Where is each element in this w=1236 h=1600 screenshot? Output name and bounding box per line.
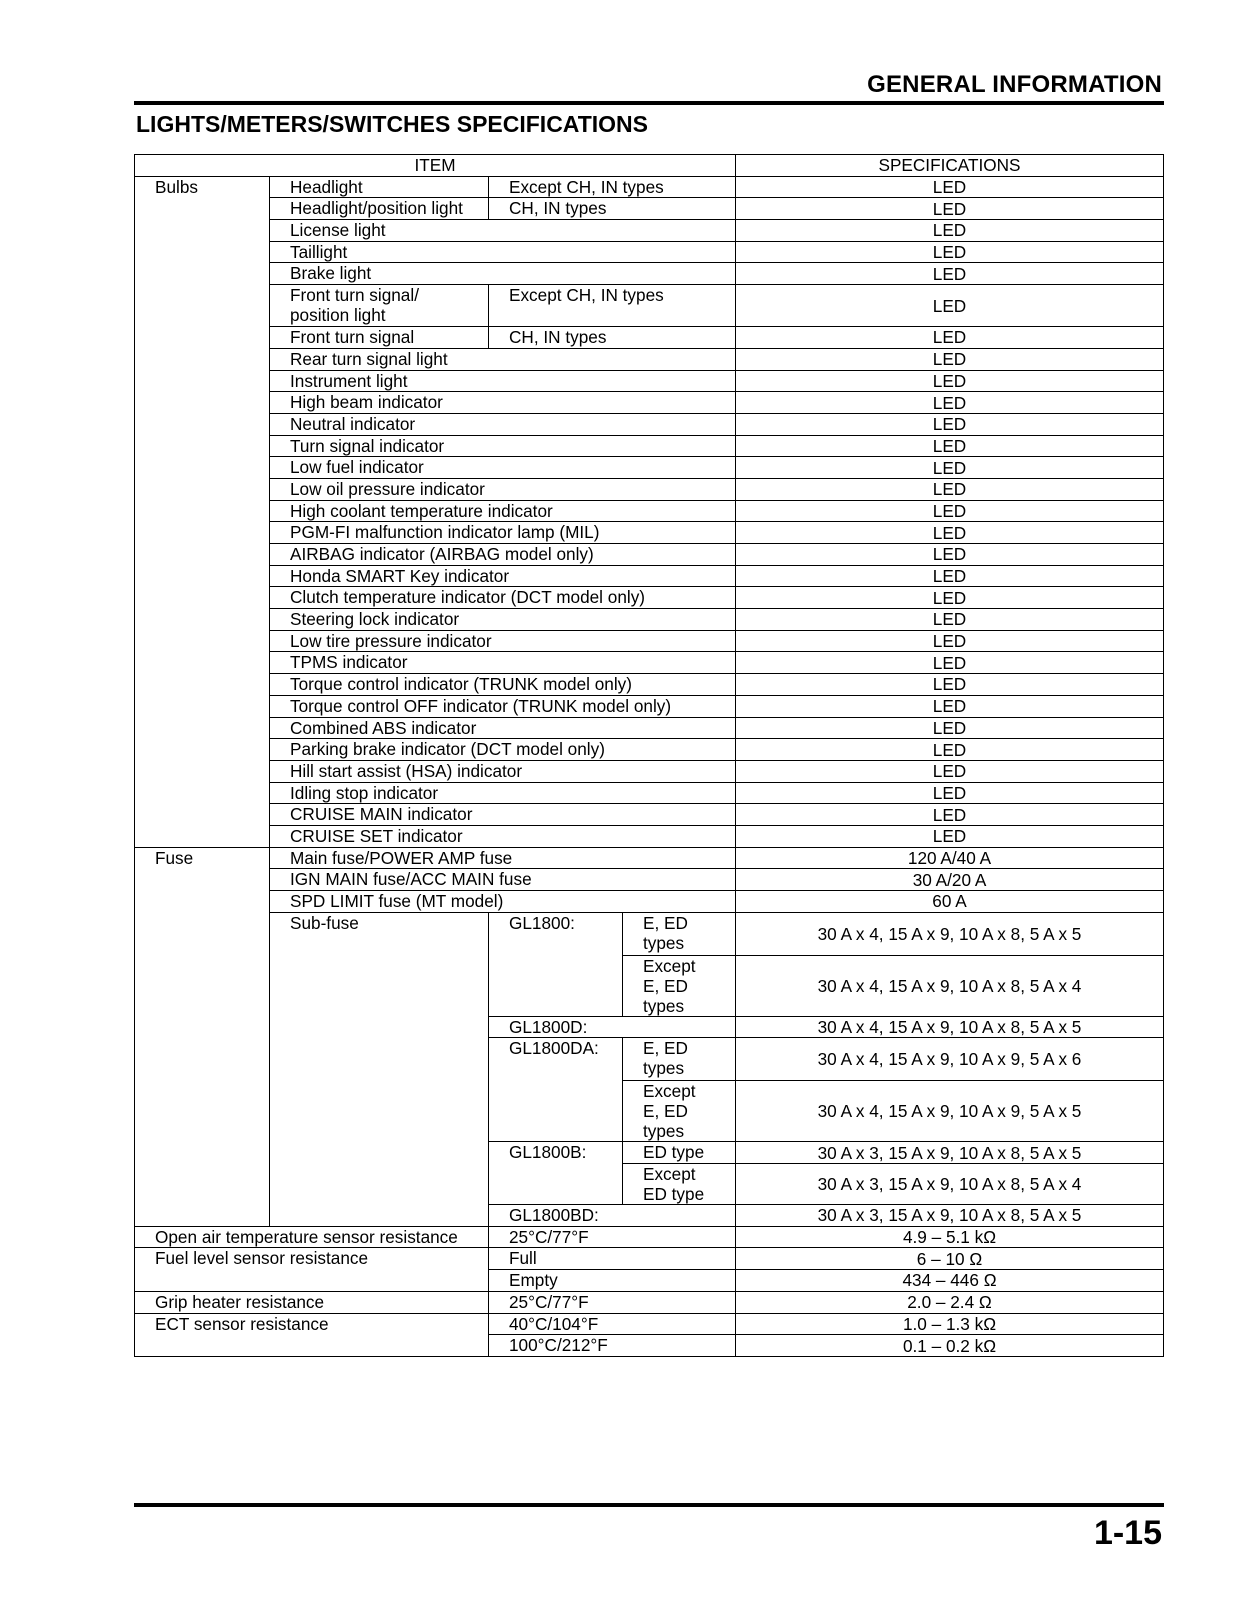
spec-cell: 30 A x 4, 15 A x 9, 10 A x 9, 5 A x 6 xyxy=(736,1038,1164,1081)
type-cell: Except E, ED types xyxy=(623,955,736,1016)
spec-cell: LED xyxy=(736,674,1164,696)
item-cell: Parking brake indicator (DCT model only) xyxy=(270,739,736,761)
item-cell: Combined ABS indicator xyxy=(270,717,736,739)
table-row xyxy=(135,457,1164,479)
header-rule xyxy=(134,101,1164,105)
type-cell: Except E, ED types xyxy=(623,1081,736,1142)
table-row xyxy=(135,825,1164,847)
condition-cell: CH, IN types xyxy=(489,327,736,349)
table-row xyxy=(135,522,1164,544)
table-row xyxy=(135,869,1164,891)
item-cell: Idling stop indicator xyxy=(270,782,736,804)
spec-cell: LED xyxy=(736,782,1164,804)
table-row xyxy=(135,717,1164,739)
table-row xyxy=(135,1291,1164,1313)
condition-cell: 25°C/77°F xyxy=(489,1291,736,1313)
spec-cell: 30 A x 4, 15 A x 9, 10 A x 8, 5 A x 5 xyxy=(736,912,1164,955)
item-cell: High coolant temperature indicator xyxy=(270,500,736,522)
model-cell: GL1800D: xyxy=(489,1016,736,1038)
spec-cell: LED xyxy=(736,457,1164,479)
condition-cell: Except CH, IN types xyxy=(489,285,736,327)
item-cell: Main fuse/POWER AMP fuse xyxy=(270,847,736,869)
table-row xyxy=(135,198,1164,220)
spec-cell: 0.1 – 0.2 kΩ xyxy=(736,1335,1164,1357)
table-row xyxy=(135,1313,1164,1335)
item-cell: SPD LIMIT fuse (MT model) xyxy=(270,891,736,913)
item-cell: Hill start assist (HSA) indicator xyxy=(270,760,736,782)
spec-cell: LED xyxy=(736,348,1164,370)
model-cell: GL1800BD: xyxy=(489,1205,736,1227)
item-cell: Open air temperature sensor resistance xyxy=(135,1226,489,1248)
model-cell: GL1800DA: xyxy=(489,1038,623,1142)
section-title: LIGHTS/METERS/SWITCHES SPECIFICATIONS xyxy=(136,111,648,137)
condition-cell: 25°C/77°F xyxy=(489,1226,736,1248)
item-cell: Instrument light xyxy=(270,370,736,392)
item-cell: IGN MAIN fuse/ACC MAIN fuse xyxy=(270,869,736,891)
table-row xyxy=(135,370,1164,392)
spec-cell: 4.9 – 5.1 kΩ xyxy=(736,1226,1164,1248)
item-cell: Steering lock indicator xyxy=(270,609,736,631)
item-cell: CRUISE MAIN indicator xyxy=(270,804,736,826)
table-row xyxy=(135,478,1164,500)
table-row xyxy=(135,220,1164,242)
item-cell: Torque control indicator (TRUNK model only) xyxy=(270,674,736,696)
item-cell: Low oil pressure indicator xyxy=(270,478,736,500)
type-cell: Except ED type xyxy=(623,1164,736,1205)
item-cell: High beam indicator xyxy=(270,392,736,414)
spec-cell: LED xyxy=(736,241,1164,263)
spec-cell: 120 A/40 A xyxy=(736,847,1164,869)
table-row xyxy=(135,804,1164,826)
spec-cell: LED xyxy=(736,760,1164,782)
type-cell: E, ED types xyxy=(623,912,736,955)
header-item: ITEM xyxy=(135,155,736,177)
item-cell: Rear turn signal light xyxy=(270,348,736,370)
type-cell: E, ED types xyxy=(623,1038,736,1081)
table-row xyxy=(135,674,1164,696)
spec-cell: LED xyxy=(736,176,1164,198)
spec-cell: LED xyxy=(736,198,1164,220)
table-row xyxy=(135,695,1164,717)
condition-cell: CH, IN types xyxy=(489,198,736,220)
table-row xyxy=(135,500,1164,522)
model-cell: GL1800B: xyxy=(489,1142,623,1205)
table-row xyxy=(135,327,1164,349)
item-cell: Grip heater resistance xyxy=(135,1291,489,1313)
condition-cell: Full xyxy=(489,1248,736,1270)
item-cell: Low fuel indicator xyxy=(270,457,736,479)
spec-cell: LED xyxy=(736,220,1164,242)
spec-cell: LED xyxy=(736,717,1164,739)
table-row xyxy=(135,739,1164,761)
spec-cell: 6 – 10 Ω xyxy=(736,1248,1164,1270)
spec-cell: LED xyxy=(736,392,1164,414)
item-cell: Headlight/position light xyxy=(270,198,489,220)
spec-cell: LED xyxy=(736,413,1164,435)
spec-cell: LED xyxy=(736,587,1164,609)
item-subfuse: Sub-fuse xyxy=(270,912,489,1226)
item-cell: TPMS indicator xyxy=(270,652,736,674)
spec-cell: LED xyxy=(736,565,1164,587)
spec-cell: 30 A x 3, 15 A x 9, 10 A x 8, 5 A x 5 xyxy=(736,1205,1164,1227)
item-cell: ECT sensor resistance xyxy=(135,1313,489,1356)
item-cell: Torque control OFF indicator (TRUNK model only) xyxy=(270,695,736,717)
spec-cell: 2.0 – 2.4 Ω xyxy=(736,1291,1164,1313)
item-cell: PGM-FI malfunction indicator lamp (MIL) xyxy=(270,522,736,544)
spec-cell: LED xyxy=(736,327,1164,349)
item-cell: Fuel level sensor resistance xyxy=(135,1248,489,1291)
model-cell: GL1800: xyxy=(489,912,623,1016)
table-row xyxy=(135,847,1164,869)
spec-table xyxy=(134,154,1164,1357)
header-spec: SPECIFICATIONS xyxy=(736,155,1164,177)
spec-cell: 30 A x 4, 15 A x 9, 10 A x 8, 5 A x 5 xyxy=(736,1016,1164,1038)
spec-cell: LED xyxy=(736,825,1164,847)
table-row xyxy=(135,544,1164,566)
spec-cell: 1.0 – 1.3 kΩ xyxy=(736,1313,1164,1335)
spec-cell: LED xyxy=(736,804,1164,826)
item-cell: CRUISE SET indicator xyxy=(270,825,736,847)
condition-cell: Except CH, IN types xyxy=(489,176,736,198)
item-cell: AIRBAG indicator (AIRBAG model only) xyxy=(270,544,736,566)
spec-cell: LED xyxy=(736,263,1164,285)
header-title: GENERAL INFORMATION xyxy=(867,71,1162,98)
table-row xyxy=(135,760,1164,782)
footer-rule xyxy=(134,1503,1164,1507)
item-cell: Clutch temperature indicator (DCT model only) xyxy=(270,587,736,609)
spec-cell: 30 A x 3, 15 A x 9, 10 A x 8, 5 A x 5 xyxy=(736,1142,1164,1164)
spec-cell: 30 A/20 A xyxy=(736,869,1164,891)
spec-cell: LED xyxy=(736,652,1164,674)
item-cell: Taillight xyxy=(270,241,736,263)
group-fuse: Fuse xyxy=(135,847,270,1226)
table-row xyxy=(135,587,1164,609)
table-row xyxy=(135,652,1164,674)
item-cell: Brake light xyxy=(270,263,736,285)
spec-cell: 30 A x 4, 15 A x 9, 10 A x 9, 5 A x 5 xyxy=(736,1081,1164,1142)
table-row xyxy=(135,1226,1164,1248)
item-cell: Neutral indicator xyxy=(270,413,736,435)
spec-cell: 30 A x 3, 15 A x 9, 10 A x 8, 5 A x 4 xyxy=(736,1164,1164,1205)
table-row xyxy=(135,413,1164,435)
item-cell: Low tire pressure indicator xyxy=(270,630,736,652)
table-row xyxy=(135,285,1164,327)
spec-cell: 30 A x 4, 15 A x 9, 10 A x 8, 5 A x 4 xyxy=(736,955,1164,1016)
item-cell: Headlight xyxy=(270,176,489,198)
table-row xyxy=(135,1248,1164,1270)
type-cell: ED type xyxy=(623,1142,736,1164)
page-number: 1-15 xyxy=(1093,1514,1162,1552)
item-cell: License light xyxy=(270,220,736,242)
table-row xyxy=(135,176,1164,198)
spec-cell: LED xyxy=(736,435,1164,457)
spec-cell: 60 A xyxy=(736,891,1164,913)
spec-table-body xyxy=(135,155,1164,1357)
table-row xyxy=(135,609,1164,631)
spec-cell: LED xyxy=(736,370,1164,392)
spec-cell: LED xyxy=(736,739,1164,761)
spec-cell: LED xyxy=(736,609,1164,631)
table-row xyxy=(135,263,1164,285)
table-row xyxy=(135,348,1164,370)
table-row xyxy=(135,912,1164,955)
spec-cell: LED xyxy=(736,544,1164,566)
group-bulbs: Bulbs xyxy=(135,176,270,847)
item-cell: Front turn signal/ position light xyxy=(270,285,489,327)
item-cell: Turn signal indicator xyxy=(270,435,736,457)
spec-cell: LED xyxy=(736,522,1164,544)
spec-cell: 434 – 446 Ω xyxy=(736,1270,1164,1292)
table-row xyxy=(135,782,1164,804)
item-cell: Front turn signal xyxy=(270,327,489,349)
table-row xyxy=(135,435,1164,457)
table-row xyxy=(135,392,1164,414)
spec-cell: LED xyxy=(736,630,1164,652)
spec-cell: LED xyxy=(736,500,1164,522)
table-row xyxy=(135,241,1164,263)
table-row xyxy=(135,891,1164,913)
table-row xyxy=(135,565,1164,587)
table-row xyxy=(135,630,1164,652)
spec-cell: LED xyxy=(736,695,1164,717)
spec-cell: LED xyxy=(736,285,1164,327)
spec-cell: LED xyxy=(736,478,1164,500)
item-cell: Honda SMART Key indicator xyxy=(270,565,736,587)
condition-cell: 40°C/104°F xyxy=(489,1313,736,1335)
condition-cell: Empty xyxy=(489,1270,736,1292)
table-header-row xyxy=(135,155,1164,177)
condition-cell: 100°C/212°F xyxy=(489,1335,736,1357)
